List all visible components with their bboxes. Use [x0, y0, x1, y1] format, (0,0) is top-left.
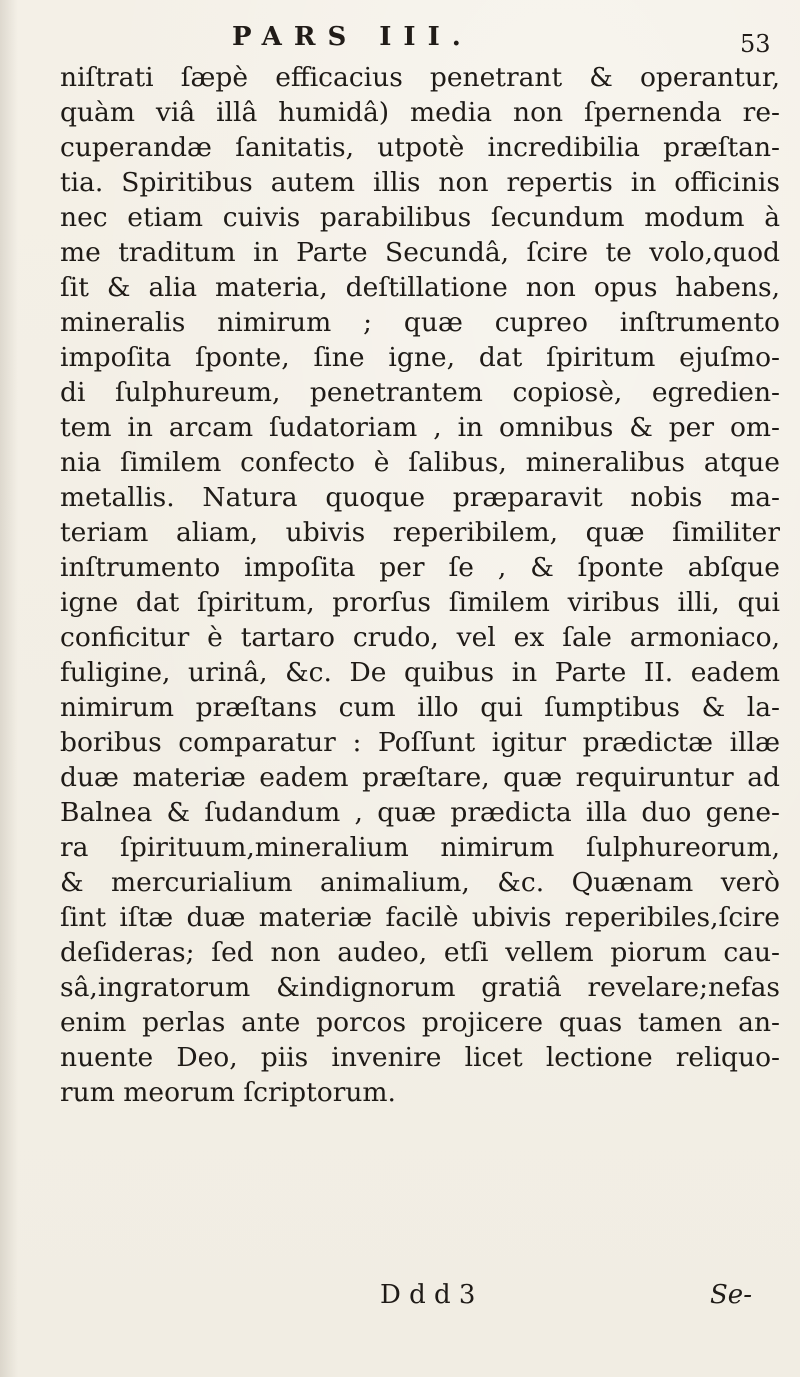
text-line: inſtrumento impoſita per ſe , & ſponte abſque: [60, 552, 780, 583]
text-line: metallis. Natura quoque præparavit nobis ma-: [60, 482, 780, 513]
text-line: nuente Deo, piis invenire licet lectione reliquo-: [60, 1042, 780, 1073]
body-text: [60, 60, 780, 1110]
page-number: 53: [740, 30, 771, 58]
text-line: Balnea & ſudandum , quæ prædicta illa duo gene-: [60, 797, 780, 828]
text-line: fuligine, urinâ, &c. De quibus in Parte II. eadem: [60, 657, 780, 688]
running-head: [0, 22, 800, 62]
text-line: deſideras; ſed non audeo, etſi vellem piorum cau-: [60, 937, 780, 968]
text-line: teriam aliam, ubivis reperibilem, quæ ſimiliter: [60, 517, 780, 548]
text-line: mineralis nimirum ; quæ cupreo inſtrumento: [60, 307, 780, 338]
page-footer: [0, 1280, 800, 1320]
text-line: duæ materiæ eadem præſtare, quæ requiruntur ad: [60, 762, 780, 793]
text-line: igne dat ſpiritum, prorſus ſimilem viribus illi, qui: [60, 587, 780, 618]
text-line: ſit & alia materia, deſtillatione non opus habens,: [60, 272, 780, 303]
text-line: nia ſimilem confecto è ſalibus, mineralibus atque: [60, 447, 780, 478]
text-line: ſint iſtæ duæ materiæ facilè ubivis reperibiles,ſcire: [60, 902, 780, 933]
text-line: me traditum in Parte Secundâ, ſcire te volo,quod: [60, 237, 780, 268]
text-line: tia. Spiritibus autem illis non repertis in officinis: [60, 167, 780, 198]
text-line: sâ,ingratorum &indignorum gratiâ revelare;nefas: [60, 972, 780, 1003]
text-line: conficitur è tartaro crudo, vel ex ſale armoniaco,: [60, 622, 780, 653]
signature-mark: D d d 3: [380, 1280, 476, 1310]
text-line: impoſita ſponte, ſine igne, dat ſpiritum ejuſmo-: [60, 342, 780, 373]
running-head-title: PARS III.: [232, 22, 473, 52]
text-line: ra ſpirituum,mineralium nimirum ſulphureorum,: [60, 832, 780, 863]
text-line: enim perlas ante porcos projicere quas tamen an-: [60, 1007, 780, 1038]
text-line: rum meorum ſcriptorum.: [60, 1077, 396, 1108]
text-line: cuperandæ ſanitatis, utpotè incredibilia præſtan-: [60, 132, 780, 163]
text-line: tem in arcam ſudatoriam , in omnibus & per om-: [60, 412, 780, 443]
text-line: di ſulphureum, penetrantem copiosè, egredien-: [60, 377, 780, 408]
text-line: quàm viâ illâ humidâ) media non ſpernenda re-: [60, 97, 780, 128]
text-line: nimirum præſtans cum illo qui ſumptibus & la-: [60, 692, 780, 723]
catchword: Se-: [710, 1280, 752, 1310]
page-gutter-shadow: [0, 0, 18, 1377]
text-line: boribus comparatur : Poſſunt igitur prædictæ illæ: [60, 727, 780, 758]
text-line: nec etiam cuivis parabilibus ſecundum modum à: [60, 202, 780, 233]
text-line: & mercurialium animalium, &c. Quænam verò: [60, 867, 780, 898]
text-line: niſtrati ſæpè efficacius penetrant & operantur,: [60, 62, 780, 93]
